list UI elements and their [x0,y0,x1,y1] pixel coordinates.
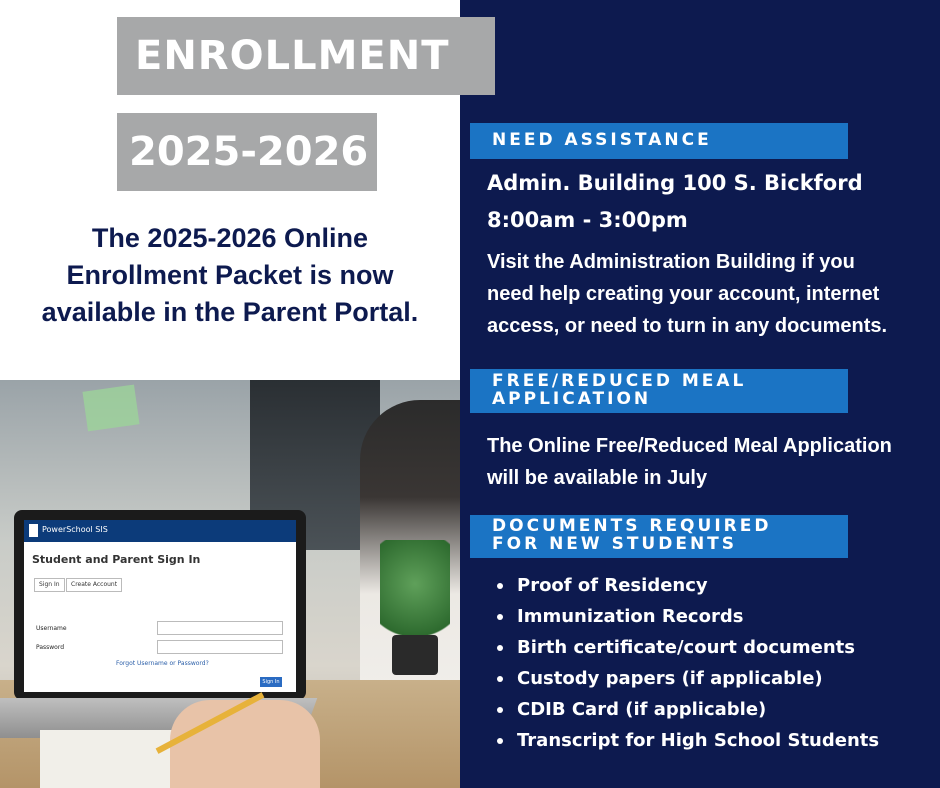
need-assistance-heading [470,123,848,159]
documents-heading-line1: DOCUMENTS REQUIRED [492,516,772,536]
documents-list [495,570,879,756]
laptop [14,510,306,700]
powerschool-brand: PowerSchool SIS [42,525,108,534]
meal-application-heading [470,369,848,413]
year-box [117,113,377,191]
year-label: 2025-2026 [129,129,369,175]
tab-create-account: Create Account [66,578,122,592]
plant-pot [392,635,438,675]
list-item: CDIB Card (if applicable) [495,694,879,725]
meal-application-text: The Online Free/Reduced Meal Application will be available in July [487,435,892,489]
list-item: Proof of Residency [495,570,879,601]
laptop-screen [24,520,296,692]
need-assistance-heading-text: NEED ASSISTANCE [492,130,712,150]
tab-sign-in: Sign In [34,578,65,592]
list-item: Birth certificate/court documents [495,632,879,663]
list-item: Transcript for High School Students [495,725,879,756]
username-field [157,621,283,635]
office-hours: 8:00am - 3:00pm [487,208,688,232]
list-item: Immunization Records [495,601,879,632]
admin-address: Admin. Building 100 S. Bickford [487,171,863,195]
laptop-photo [0,380,460,788]
plant [380,540,450,650]
documents-heading-line2: FOR NEW STUDENTS [492,534,738,554]
powerschool-header [24,520,296,542]
meal-heading-line2: APPLICATION [492,389,652,409]
hand [170,700,320,788]
password-label: Password [36,644,65,651]
enrollment-title-box [117,17,495,95]
powerschool-logo-icon [29,524,38,537]
username-label: Username [36,625,67,632]
list-item: Custody papers (if applicable) [495,663,879,694]
password-field [157,640,283,654]
sticky-note [82,385,139,432]
signin-heading: Student and Parent Sign In [32,553,201,566]
signin-button: Sign In [260,677,282,687]
enrollment-title: ENROLLMENT [135,33,450,79]
intro-text: The 2025-2026 Online Enrollment Packet is now available in the Parent Portal. [41,223,419,327]
forgot-link: Forgot Username or Password? [116,660,209,667]
assistance-text: Visit the Administration Building if you need help creating your account, internet access, or need to turn in any documents. [487,251,888,337]
documents-heading [470,515,848,558]
meal-heading-line1: FREE/REDUCED MEAL [492,371,747,391]
